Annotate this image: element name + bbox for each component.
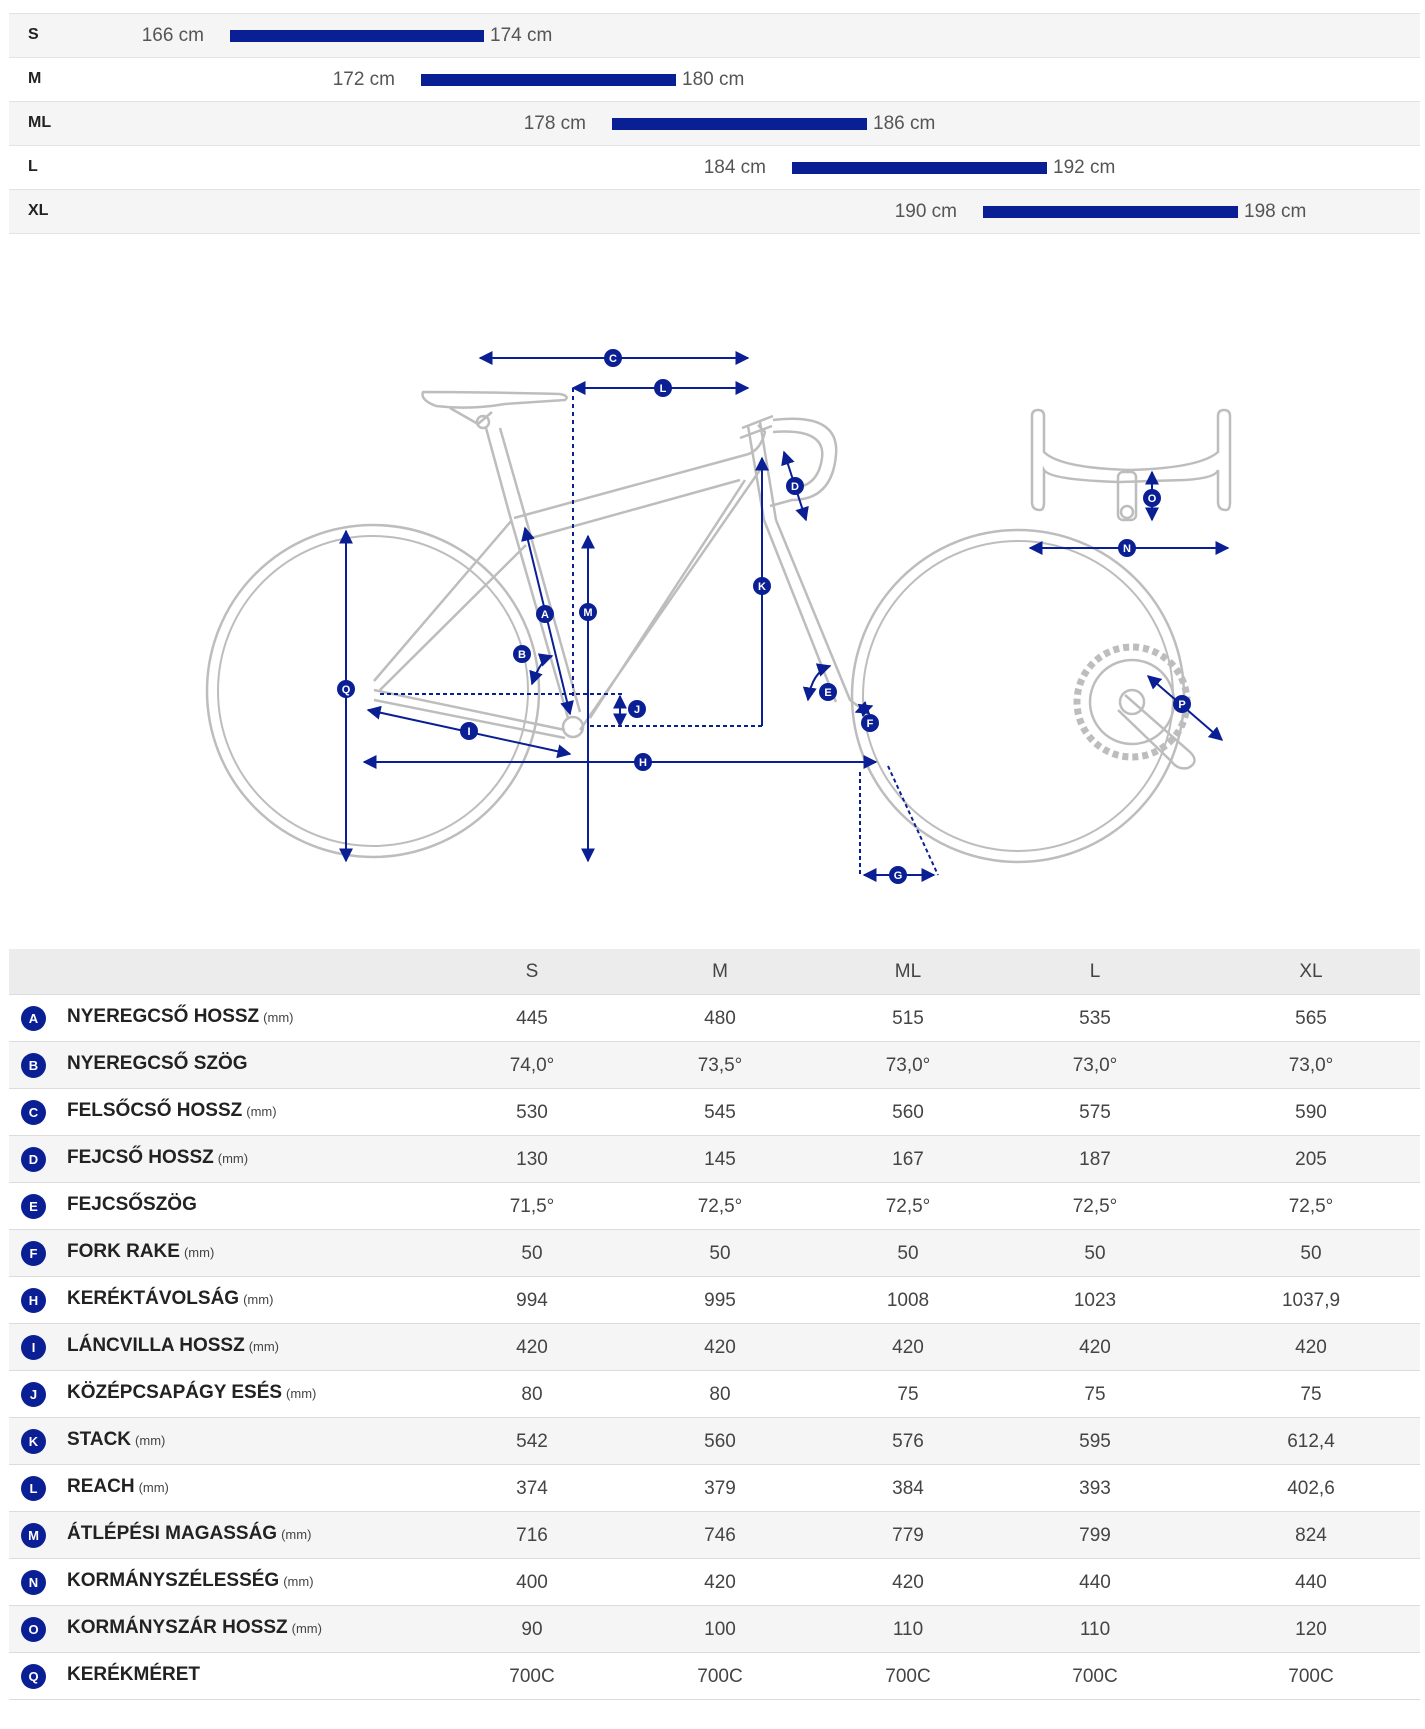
table-cell: 575 <box>1079 1102 1111 1123</box>
dimension-name <box>67 1053 248 1075</box>
dimension-name <box>67 1147 248 1169</box>
size-label: M <box>28 70 42 87</box>
col-header-m: M <box>712 961 728 982</box>
table-cell: 700C <box>697 1666 743 1687</box>
top-tube <box>514 425 765 540</box>
table-cell: 73,5° <box>697 1055 743 1076</box>
svg-text:E: E <box>824 687 832 699</box>
table-cell: 530 <box>516 1102 548 1123</box>
geometry-table <box>9 949 1420 1700</box>
col-header-s: S <box>525 961 539 982</box>
table-cell: 73,0° <box>885 1055 931 1076</box>
table-cell: 110 <box>892 1619 924 1640</box>
label-a <box>536 605 554 623</box>
table-cell: 440 <box>1079 1572 1111 1593</box>
label-o <box>1143 489 1161 507</box>
dimension-name-text: STACK <box>67 1429 132 1450</box>
table-cell: 420 <box>892 1337 924 1358</box>
table-cell: 74,0° <box>509 1055 555 1076</box>
dimension-badge: H <box>21 1288 46 1313</box>
dimension-name <box>67 1194 197 1216</box>
dimension-badge: M <box>21 1523 46 1548</box>
label-i <box>460 722 478 740</box>
col-header-ml: ML <box>894 961 922 982</box>
dimension-name-text: FEJCSŐSZÖG <box>67 1194 197 1215</box>
table-cell: 374 <box>516 1478 548 1499</box>
table-cell: 50 <box>1300 1243 1322 1264</box>
col-header-l: L <box>1089 961 1101 982</box>
dimension-badge: C <box>21 1100 46 1125</box>
table-cell: 700C <box>1072 1666 1118 1687</box>
table-cell: 50 <box>897 1243 919 1264</box>
table-row <box>9 1371 1420 1418</box>
table-cell: 73,0° <box>1072 1055 1118 1076</box>
dimension-name <box>67 1241 214 1263</box>
size-min: 172 cm <box>332 69 395 90</box>
table-cell: 100 <box>704 1619 736 1640</box>
svg-text:B: B <box>518 649 526 661</box>
size-min: 190 cm <box>894 201 957 222</box>
dimension-badge: E <box>21 1194 46 1219</box>
table-cell: 420 <box>516 1337 548 1358</box>
svg-text:K: K <box>758 581 766 593</box>
table-cell: 167 <box>892 1149 924 1170</box>
table-cell: 50 <box>1084 1243 1106 1264</box>
dimension-name <box>67 1570 314 1592</box>
dimension-unit: (mm) <box>291 1621 322 1636</box>
table-cell: 716 <box>516 1525 548 1546</box>
dimension-unit: (mm) <box>138 1480 169 1495</box>
col-header-xl: XL <box>1299 961 1323 982</box>
dimension-name-text: KERÉKMÉRET <box>67 1664 201 1685</box>
dimension-name <box>67 1429 165 1451</box>
table-cell: 700C <box>509 1666 555 1687</box>
label-g <box>889 866 907 884</box>
table-cell: 90 <box>521 1619 543 1640</box>
dimension-badge: N <box>21 1570 46 1595</box>
dimension-unit: (mm) <box>217 1151 249 1166</box>
size-min: 178 cm <box>523 113 586 134</box>
table-cell: 545 <box>704 1102 736 1123</box>
table-row <box>9 1324 1420 1371</box>
table-cell: 393 <box>1079 1478 1111 1499</box>
dimension-badge: D <box>21 1147 46 1172</box>
svg-text:G: G <box>893 870 903 882</box>
svg-text:M: M <box>583 607 593 619</box>
label-d <box>786 477 804 495</box>
table-cell: 700C <box>885 1666 931 1687</box>
table-row <box>9 1277 1420 1324</box>
table-cell: 402,6 <box>1287 1478 1335 1499</box>
bike-illustration <box>207 392 1184 862</box>
down-tube <box>580 470 760 730</box>
table-row <box>9 1089 1420 1136</box>
dimension-badge: B <box>21 1053 46 1078</box>
label-c <box>604 349 622 367</box>
table-row <box>9 1559 1420 1606</box>
table-cell: 746 <box>704 1525 736 1546</box>
dimension-badge: O <box>21 1617 46 1642</box>
size-row-l <box>9 146 1420 190</box>
dimension-name-text: KÖZÉPCSAPÁGY ESÉS <box>67 1382 283 1403</box>
table-row <box>9 1606 1420 1653</box>
dimension-name-text: FEJCSŐ HOSSZ <box>67 1147 214 1168</box>
label-q <box>337 680 355 698</box>
label-b <box>513 645 531 663</box>
dimension-name-text: KORMÁNYSZÉLESSÉG <box>67 1570 280 1591</box>
table-cell: 612,4 <box>1287 1431 1335 1452</box>
size-label: L <box>28 158 38 175</box>
table-cell: 995 <box>704 1290 736 1311</box>
label-e <box>819 683 837 701</box>
dimension-unit: (mm) <box>281 1527 312 1542</box>
table-cell: 384 <box>892 1478 924 1499</box>
dimension-name <box>67 1617 322 1639</box>
label-m <box>579 603 597 621</box>
dimension-unit: (mm) <box>243 1292 274 1307</box>
rider-size-chart <box>9 14 1420 234</box>
table-cell: 700C <box>1288 1666 1334 1687</box>
table-cell: 420 <box>704 1337 736 1358</box>
svg-text:P: P <box>1178 699 1186 711</box>
dimension-name-text: KERÉKTÁVOLSÁG <box>67 1288 240 1309</box>
svg-text:J: J <box>633 704 641 716</box>
svg-text:A: A <box>541 609 549 621</box>
dimension-name-text: REACH <box>67 1476 135 1497</box>
svg-text:F: F <box>866 718 874 730</box>
dimension-unit: (mm) <box>263 1010 294 1025</box>
table-row <box>9 1136 1420 1183</box>
table-cell: 799 <box>1079 1525 1111 1546</box>
table-cell: 50 <box>521 1243 543 1264</box>
table-cell: 80 <box>709 1384 731 1405</box>
table-cell: 379 <box>704 1478 736 1499</box>
table-cell: 560 <box>704 1431 736 1452</box>
table-row <box>9 1183 1420 1230</box>
table-cell: 1008 <box>886 1290 930 1311</box>
table-cell: 187 <box>1079 1149 1111 1170</box>
table-cell: 420 <box>1079 1337 1111 1358</box>
size-range-bar <box>983 206 1238 218</box>
size-row-xl <box>9 190 1420 234</box>
table-cell: 1037,9 <box>1281 1290 1341 1311</box>
table-cell: 576 <box>892 1431 924 1452</box>
table-cell: 590 <box>1295 1102 1327 1123</box>
dimension-badge: J <box>21 1382 46 1407</box>
table-cell: 565 <box>1295 1008 1327 1029</box>
size-range-bar <box>230 30 484 42</box>
geometry-diagram <box>0 330 1425 920</box>
dimension-name <box>67 1523 311 1545</box>
dimension-unit: (mm) <box>283 1574 314 1589</box>
dimension-badge: Q <box>21 1664 46 1689</box>
dimension-name-text: LÁNCVILLA HOSSZ <box>67 1335 245 1356</box>
dimension-badge: K <box>21 1429 46 1454</box>
table-row <box>9 995 1420 1042</box>
label-j <box>628 700 646 718</box>
table-cell: 1023 <box>1073 1290 1117 1311</box>
dimension-badge: I <box>21 1335 46 1360</box>
bottom-bracket <box>563 717 583 737</box>
dimension-name <box>67 1288 273 1310</box>
geometry-table-header <box>9 949 1420 995</box>
svg-text:D: D <box>791 481 799 493</box>
svg-text:N: N <box>1123 543 1131 555</box>
dimension-name-text: NYEREGCSŐ HOSSZ <box>67 1006 260 1027</box>
table-cell: 535 <box>1079 1008 1111 1029</box>
dimension-name-text: FORK RAKE <box>67 1241 180 1262</box>
table-row <box>9 1230 1420 1277</box>
table-cell: 72,5° <box>1288 1196 1334 1217</box>
dimension-name <box>67 1335 279 1357</box>
dimension-name-text: NYEREGCSŐ SZÖG <box>67 1053 248 1074</box>
size-max: 192 cm <box>1053 157 1116 178</box>
table-cell: 50 <box>709 1243 731 1264</box>
geometry-table-body <box>9 995 1420 1700</box>
table-cell: 80 <box>521 1384 543 1405</box>
svg-text:O: O <box>1147 493 1157 505</box>
dimension-name <box>67 1476 169 1498</box>
size-range-bar <box>421 74 676 86</box>
table-cell: 542 <box>516 1431 548 1452</box>
dimension-badge: L <box>21 1476 46 1501</box>
stem <box>740 416 773 438</box>
svg-text:C: C <box>609 353 617 365</box>
dim-g-guide-b <box>888 766 938 875</box>
table-cell: 824 <box>1295 1525 1327 1546</box>
seat-tube <box>486 428 580 718</box>
table-cell: 72,5° <box>885 1196 931 1217</box>
svg-text:H: H <box>639 757 647 769</box>
seat-stays <box>374 520 526 690</box>
table-cell: 445 <box>516 1008 548 1029</box>
svg-text:I: I <box>467 726 471 738</box>
table-cell: 420 <box>704 1572 736 1593</box>
table-cell: 515 <box>892 1008 924 1029</box>
table-cell: 595 <box>1079 1431 1111 1452</box>
saddle <box>423 392 567 408</box>
table-cell: 205 <box>1295 1149 1327 1170</box>
table-cell: 75 <box>1084 1384 1106 1405</box>
size-max: 174 cm <box>490 25 553 46</box>
size-row-ml <box>9 102 1420 146</box>
size-range-bar <box>612 118 867 130</box>
size-max: 198 cm <box>1244 201 1307 222</box>
table-cell: 420 <box>1295 1337 1327 1358</box>
dimension-name-text: ÁTLÉPÉSI MAGASSÁG <box>67 1523 278 1544</box>
label-p <box>1173 695 1191 713</box>
size-range-bar <box>792 162 1047 174</box>
size-min: 184 cm <box>703 157 766 178</box>
svg-text:L: L <box>659 383 667 395</box>
dimension-unit: (mm) <box>183 1245 215 1260</box>
dimension-badge: F <box>21 1241 46 1266</box>
size-max: 186 cm <box>873 113 936 134</box>
table-cell: 130 <box>516 1149 548 1170</box>
dimension-name <box>67 1664 200 1686</box>
table-cell: 120 <box>1295 1619 1327 1640</box>
label-f <box>861 714 879 732</box>
svg-text:Q: Q <box>341 684 351 696</box>
table-cell: 994 <box>516 1290 548 1311</box>
table-cell: 72,5° <box>1072 1196 1118 1217</box>
fork <box>764 520 866 712</box>
dimension-name-text: FELSŐCSŐ HOSSZ <box>67 1100 243 1121</box>
table-cell: 560 <box>892 1102 924 1123</box>
table-cell: 440 <box>1295 1572 1327 1593</box>
table-cell: 480 <box>704 1008 736 1029</box>
dimension-unit: (mm) <box>246 1104 277 1119</box>
dimension-badge: A <box>21 1006 46 1031</box>
label-n <box>1118 539 1136 557</box>
table-cell: 779 <box>892 1525 924 1546</box>
dimension-name-text: KORMÁNYSZÁR HOSSZ <box>67 1617 288 1638</box>
table-cell: 110 <box>1079 1619 1111 1640</box>
handlebar-drop <box>770 419 836 506</box>
size-row-m <box>9 58 1420 102</box>
label-h <box>634 753 652 771</box>
size-label: S <box>28 26 39 43</box>
table-cell: 420 <box>892 1572 924 1593</box>
table-row <box>9 1042 1420 1089</box>
label-k <box>753 577 771 595</box>
table-row <box>9 1653 1420 1700</box>
dimension-unit: (mm) <box>248 1339 280 1354</box>
table-cell: 73,0° <box>1288 1055 1334 1076</box>
size-label: XL <box>28 202 49 219</box>
table-row <box>9 1418 1420 1465</box>
dimension-lines <box>346 358 1228 875</box>
dimension-name <box>67 1382 316 1404</box>
table-row <box>9 1465 1420 1512</box>
dimension-unit: (mm) <box>286 1386 317 1401</box>
table-row <box>9 1512 1420 1559</box>
size-label: ML <box>28 114 52 131</box>
dimension-unit: (mm) <box>135 1433 166 1448</box>
table-cell: 145 <box>704 1149 736 1170</box>
rear-wheel <box>207 525 539 857</box>
handlebar-top-view <box>1032 410 1230 520</box>
front-wheel <box>852 530 1184 862</box>
dimension-name <box>67 1100 277 1122</box>
table-cell: 75 <box>897 1384 919 1405</box>
size-max: 180 cm <box>682 69 745 90</box>
table-cell: 75 <box>1300 1384 1322 1405</box>
table-cell: 71,5° <box>509 1196 555 1217</box>
dimension-name <box>67 1006 293 1028</box>
table-cell: 72,5° <box>697 1196 743 1217</box>
label-l <box>654 379 672 397</box>
table-cell: 400 <box>516 1572 548 1593</box>
size-min: 166 cm <box>141 25 204 46</box>
size-row-s <box>9 14 1420 58</box>
